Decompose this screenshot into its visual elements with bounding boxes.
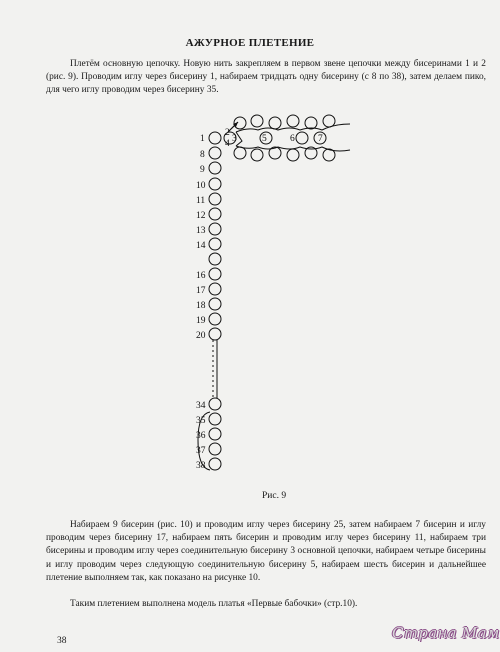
svg-text:37: 37	[196, 446, 206, 456]
svg-text:10: 10	[196, 181, 206, 191]
bead-chain	[224, 115, 350, 161]
svg-text:9: 9	[200, 165, 205, 175]
section-title: АЖУРНОЕ ПЛЕТЕНИЕ	[185, 37, 315, 49]
svg-text:6: 6	[290, 134, 295, 144]
svg-text:14: 14	[196, 241, 206, 251]
paragraph-instructions: Набираем 9 бисерин (рис. 10) и проводим иглу через бисерину 25, затем набираем 7 бисерин и иглу проводим через бисерину 17, набираем пять бисерин и проводим иглу через бисерину 11, набираем три бисерины и проводим иглу через соединительную бисерину 3 основной цепочки, набираем четыре бисерины и иглу проводим через следующую соединительную бисерину 5, набираем шесть бисерин и дальнейшее плетение выполняем так, как показано на рисунке 10.	[46, 520, 486, 583]
svg-text:19: 19	[196, 316, 206, 326]
site-watermark: Страна Мам	[392, 624, 500, 642]
svg-text:4: 4	[225, 139, 230, 149]
figure-caption: Рис. 9	[262, 491, 287, 501]
svg-text:3: 3	[232, 134, 237, 144]
svg-text:16: 16	[196, 271, 206, 281]
svg-text:17: 17	[196, 286, 206, 296]
page-number: 38	[57, 636, 67, 646]
svg-text:38: 38	[196, 461, 206, 471]
svg-text:2: 2	[225, 128, 230, 138]
paragraph-model: Таким плетением выполнена модель платья «Первые бабочки» (стр.10).	[70, 599, 358, 609]
svg-text:20: 20	[196, 331, 206, 341]
svg-text:36: 36	[196, 431, 206, 441]
svg-text:7: 7	[318, 134, 323, 144]
svg-text:1: 1	[200, 134, 205, 144]
svg-text:11: 11	[196, 196, 206, 206]
bottom-labels	[196, 401, 206, 471]
svg-text:12: 12	[196, 211, 206, 221]
svg-text:5: 5	[262, 134, 267, 144]
svg-text:13: 13	[196, 226, 206, 236]
paragraph-intro: Плетём основную цепочку. Новую нить закрепляем в первом звене цепочки между бисеринами 1 и 2 (рис. 9). Проводим иглу через бисерину 1, набираем тридцать одну бисерину (с 8 по 38), затем делаем пико, для чего иглу проводим через бисерину 35.	[46, 59, 486, 96]
column-labels	[196, 134, 206, 341]
svg-text:35: 35	[196, 416, 206, 426]
svg-text:18: 18	[196, 301, 206, 311]
svg-text:8: 8	[200, 150, 205, 160]
svg-text:34: 34	[196, 401, 206, 411]
